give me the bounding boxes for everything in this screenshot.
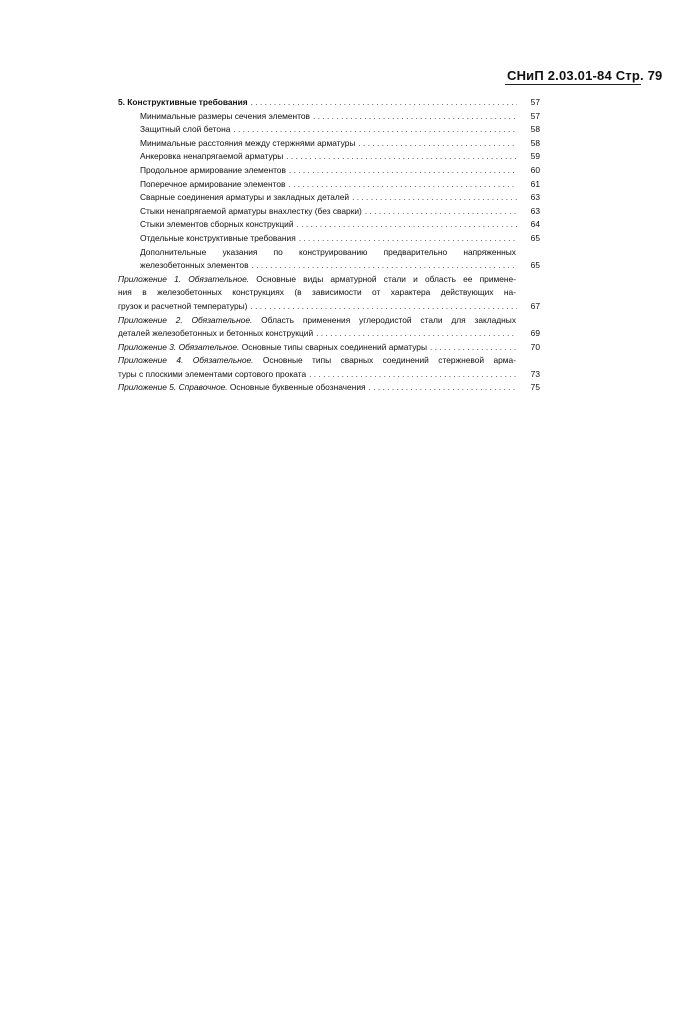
leader-dots	[251, 96, 517, 110]
toc-page-number: 60	[530, 164, 540, 175]
leader-dots	[299, 232, 517, 246]
toc-label-line: Дополнительные указания по конструированию предварительно напряженных	[140, 246, 516, 257]
leader-dots	[252, 259, 517, 273]
toc-page-number: 65	[530, 232, 540, 243]
appendix-title-line: Область применения углеродистой стали для закладных	[261, 314, 517, 325]
toc-label-line: железобетонных элементов	[140, 260, 249, 271]
toc-page-number: 64	[530, 219, 540, 230]
toc-item	[118, 123, 540, 137]
leader-dots	[352, 191, 517, 205]
toc-item	[118, 191, 540, 205]
toc-label: Минимальные размеры сечения элементов	[140, 110, 311, 121]
leader-dots	[289, 164, 517, 178]
toc-item	[118, 150, 540, 164]
leader-dots	[250, 300, 517, 314]
toc-item	[118, 205, 540, 219]
toc-label: Стыки элементов сборных конструкций	[140, 219, 294, 230]
toc-page-number: 61	[530, 178, 540, 189]
toc-page-number: 57	[530, 110, 540, 121]
appendix-title-line: грузок и расчетной температуры)	[118, 300, 248, 311]
toc-label: Анкеровка ненапрягаемой арматуры	[140, 151, 284, 162]
leader-dots	[430, 341, 517, 355]
toc-page-number: 57	[530, 97, 540, 107]
toc-label: Отдельные конструктивные требования	[140, 232, 296, 243]
toc-item	[118, 164, 540, 178]
toc-label: Сварные соединения арматуры и закладных деталей	[140, 192, 350, 203]
toc-item	[118, 137, 540, 151]
toc-item	[118, 218, 540, 232]
toc-item	[118, 232, 540, 246]
leader-dots	[369, 381, 517, 395]
appendix-tag: Приложение 1. Обязательное.	[118, 273, 250, 284]
toc-section-5	[118, 96, 540, 110]
appendix-title-line: Основные типы сварных соединений арматуры	[241, 341, 427, 352]
appendix-title-line: Основные типы сварных соединений стержневой арма-	[262, 355, 517, 366]
toc-label: Минимальные расстояния между стержнями арматуры	[140, 137, 356, 148]
appendix-tag: Приложение 4. Обязательное.	[118, 355, 254, 366]
toc-label: Продольное армирование элементов	[140, 164, 286, 175]
toc-page-number: 63	[530, 192, 540, 203]
toc-page-number: 59	[530, 151, 540, 162]
toc-appendix-4	[118, 354, 540, 381]
leader-dots	[313, 110, 517, 124]
toc-page-number: 69	[530, 328, 540, 339]
appendix-title-line: деталей железобетонных и бетонных конструкций	[118, 328, 314, 339]
appendix-tag: Приложение 5. Справочное.	[118, 382, 228, 393]
appendix-title-line: Основные виды арматурной стали и область ее примене-	[256, 273, 517, 284]
toc-appendix-3	[118, 341, 540, 355]
table-of-contents	[118, 96, 540, 395]
toc-page-number: 58	[530, 137, 540, 148]
leader-dots	[309, 368, 517, 382]
toc-page-number: 58	[530, 124, 540, 135]
toc-label: Стыки ненапрягаемой арматуры внахлестку (без сварки)	[140, 205, 362, 216]
toc-label: 5. Конструктивные требования	[118, 97, 248, 107]
toc-page-number: 67	[530, 300, 540, 311]
leader-dots	[316, 327, 517, 341]
leader-dots	[233, 123, 517, 137]
toc-page-number: 73	[530, 368, 540, 379]
appendix-tag: Приложение 3. Обязательное.	[118, 341, 240, 352]
toc-page-number: 65	[530, 260, 540, 271]
toc-item-multiline	[118, 246, 540, 273]
toc-appendix-2	[118, 314, 540, 341]
appendix-tag: Приложение 2. Обязательное.	[118, 314, 253, 325]
toc-label: Защитный слой бетона	[140, 124, 231, 135]
appendix-title-line: туры с плоскими элементами сортового проката	[118, 368, 307, 379]
toc-appendix-5	[118, 381, 540, 395]
page-header: СНиП 2.03.01-84 Стр. 79	[507, 68, 663, 83]
toc-page-number: 75	[530, 382, 540, 393]
leader-dots	[297, 218, 517, 232]
header-rule	[505, 84, 641, 85]
leader-dots	[358, 137, 517, 151]
appendix-title-line: ния в железобетонных конструкциях (в зависимости от характера действующих на-	[118, 287, 516, 298]
leader-dots	[365, 205, 517, 219]
toc-item	[118, 178, 540, 192]
appendix-title-line: Основные буквенные обозначения	[229, 382, 366, 393]
toc-item	[118, 110, 540, 124]
toc-appendix-1	[118, 273, 540, 314]
leader-dots	[286, 150, 517, 164]
toc-page-number: 70	[530, 341, 540, 352]
toc-label: Поперечное армирование элементов	[140, 178, 286, 189]
leader-dots	[288, 178, 517, 192]
toc-page-number: 63	[530, 205, 540, 216]
